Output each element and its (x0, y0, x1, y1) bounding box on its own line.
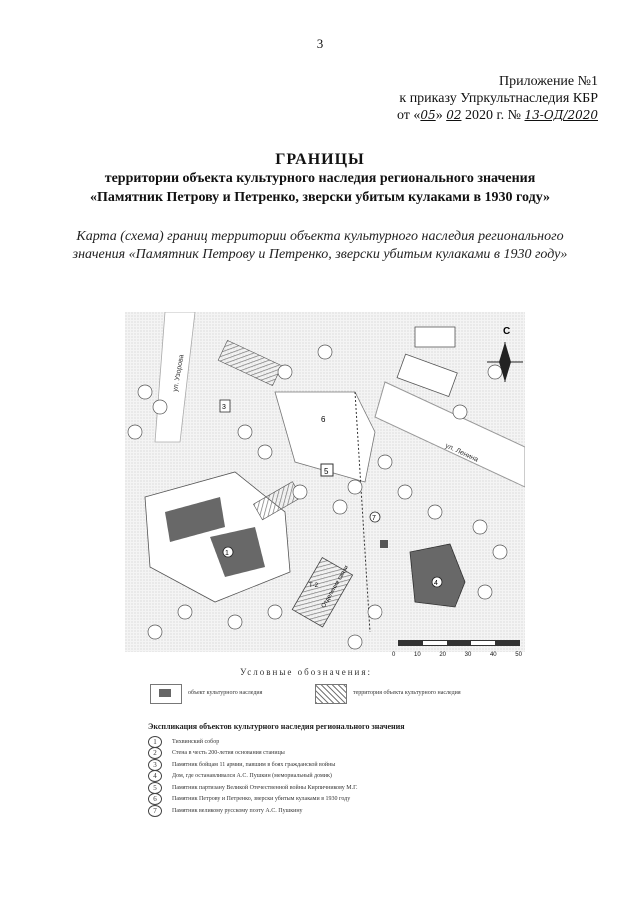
title-line1: ГРАНИЦЫ (275, 151, 365, 168)
post-office-label: Отделение связи (320, 564, 350, 610)
scale-tick: 40 (489, 652, 497, 658)
document-title (40, 150, 600, 207)
date-mid1: » (435, 108, 443, 123)
marker-6: 6 (321, 415, 326, 424)
marker-1: 1 (225, 550, 229, 557)
order-number: 13-ОД/2020 (524, 108, 598, 122)
title-line3: «Памятник Петрову и Петренко, зверски убитым кулаками в 1930 году» (89, 190, 551, 205)
legend-territory-label: территория объекта культурного наследия (353, 690, 461, 696)
boundary-map (125, 312, 525, 652)
scale-tick: 30 (464, 652, 472, 658)
scale-tick: 50 (515, 652, 522, 658)
list-item: 6 Памятник Петрову и Петренко, зверски убитым кулаками в 1930 году (148, 794, 448, 806)
legend-territory-swatch (315, 684, 347, 704)
date-month: 02 (446, 108, 462, 122)
scale-bar (392, 640, 522, 668)
marker-7: 7 (372, 515, 376, 522)
appendix-date-line (397, 107, 598, 124)
scale-tick: 20 (439, 652, 446, 658)
marker-3: 3 (222, 404, 226, 411)
marker-7-object (380, 540, 388, 548)
scale-tick: 10 (413, 652, 421, 658)
title-line2: территории объекта культурного наследия регионального значения (104, 171, 536, 186)
street-uzorova-label: ул. Узорова (172, 353, 186, 393)
legend (150, 684, 520, 704)
legend-object-label: объект культурного наследия (188, 690, 263, 696)
building-t2-label: Т-2 (309, 583, 318, 589)
date-day: 05 (420, 108, 436, 122)
map-subtitle: Карта (схема) границ территории объекта культурного наследия регионального значения «Памятник Петрову и Петренко, зверски убитым кулаками в 1930 году» (72, 229, 568, 262)
appendix-line1: Приложение №1 (499, 74, 598, 89)
appendix-block (397, 73, 598, 124)
scale-tick: 0 (392, 652, 396, 658)
north-label: С (503, 326, 511, 337)
page-number: 3 (316, 36, 324, 51)
list-item: 1 Тихвинский собор (148, 736, 448, 748)
street-lenina-label: ул. Ленина (444, 442, 480, 464)
list-item: 7 Памятник великому русскому поэту А.С. Пушкину (148, 805, 448, 817)
legend-title: Условные обозначения: (240, 667, 373, 677)
marker-4: 4 (434, 580, 438, 587)
appendix-line2: к приказу Упркультнаследия КБР (399, 91, 598, 106)
date-mid2: 2020 г. № (464, 108, 521, 123)
date-prefix: от « (396, 108, 421, 123)
explication-list (148, 736, 448, 817)
list-item: 3 Памятник бойцам 11 армии, павшим в боях гражданской войны (148, 759, 448, 771)
marker-5: 5 (324, 467, 329, 476)
legend-object-swatch (150, 684, 182, 704)
building-top-right (415, 327, 455, 347)
list-item: 2 Стена в честь 200-летия основания станицы (148, 748, 448, 760)
list-item: 5 Памятник партизану Великой Отечественной войны Кирпичникову М.Г. (148, 782, 448, 794)
explication-title: Экспликация объектов культурного наследия регионального значения (148, 722, 405, 731)
list-item: 4 Дом, где останавливался А.С. Пушкин (мемориальный домик) (148, 771, 448, 783)
